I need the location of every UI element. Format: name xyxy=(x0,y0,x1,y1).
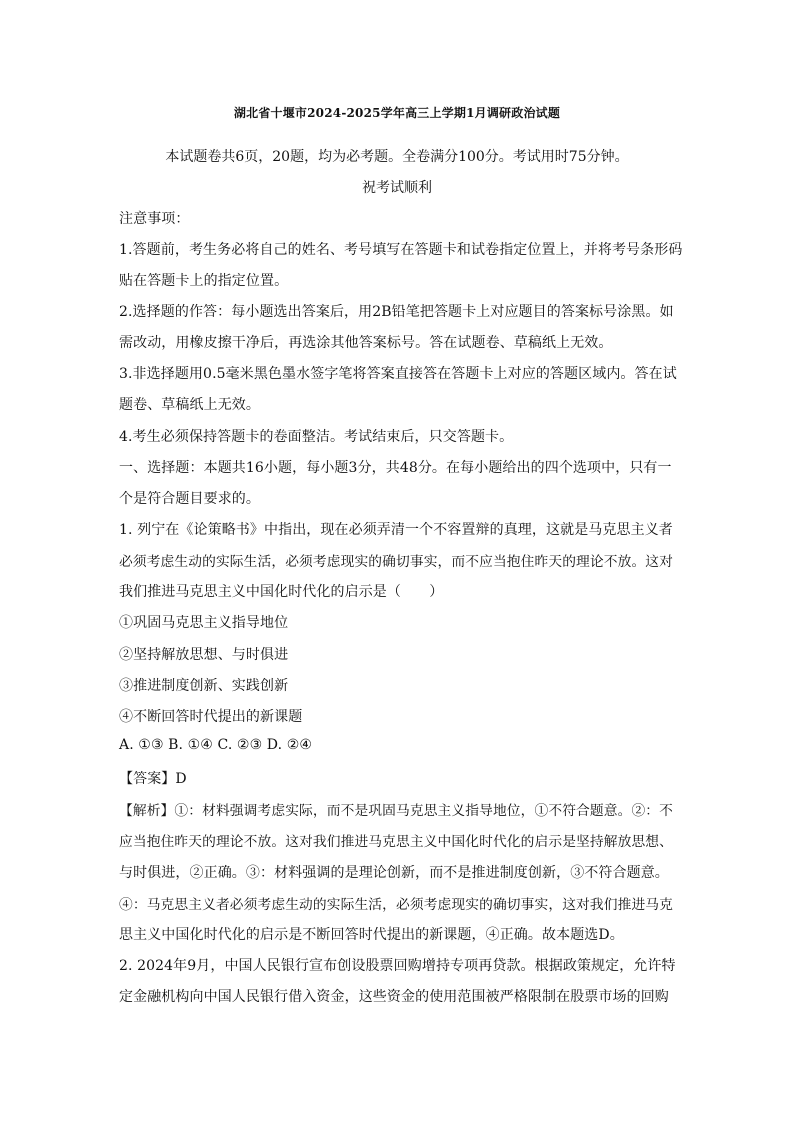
question-1-answer: 【答案】D xyxy=(119,771,187,787)
section-heading-line-2: 个是符合题目要求的。 xyxy=(119,491,260,507)
question-1-option-3: ③推进制度创新、实践创新 xyxy=(119,678,289,694)
question-1-option-2: ②坚持解放思想、与时俱进 xyxy=(119,647,289,663)
question-1-stem-line-1: 1. 列宁在《论策略书》中指出，现在必须弄清一个不容置辩的真理，这就是马克思主义者 xyxy=(119,522,673,538)
question-1-analysis-line-2: 应当抱住昨天的理论不放。这对我们推进马克思主义中国化时代化的启示是坚持解放思想、 xyxy=(119,834,674,850)
exam-intro: 本试题卷共6页，20题，均为必考题。全卷满分100分。考试用时75分钟。 xyxy=(165,149,629,165)
note-3-line-1: 3.非选择题用0.5毫米黑色墨水签字笔将答案直接答在答题卡上对应的答题区域内。答在试 xyxy=(119,366,677,382)
page-title: 湖北省十堰市2024-2025学年高三上学期1月调研政治试题 xyxy=(233,106,561,120)
question-2-stem-line-2: 定金融机构向中国人民银行借入资金，这些资金的使用范围被严格限制在股票市场的回购 xyxy=(119,989,669,1005)
question-1-option-1: ①巩固马克思主义指导地位 xyxy=(119,615,289,631)
question-2-stem-line-1: 2. 2024年9月，中国人民银行宣布创设股票回购增持专项再贷款。根据政策规定，允许特 xyxy=(119,958,676,974)
note-1-line-2: 贴在答题卡上的指定位置。 xyxy=(119,273,289,289)
note-1-line-1: 1.答题前，考生务必将自己的姓名、考号填写在答题卡和试卷指定位置上，并将考号条形码 xyxy=(119,242,683,258)
question-1-stem-line-2: 必须考虑生动的实际生活，必须考虑现实的确切事实，而不应当抱住昨天的理论不放。这对 xyxy=(119,554,674,570)
question-1-analysis-line-5: 思主义中国化时代化的启示是不断回答时代提出的新课题，④正确。故本题选D。 xyxy=(119,927,624,943)
good-luck-text: 祝考试顺利 xyxy=(362,180,432,196)
notes-heading: 注意事项： xyxy=(119,211,190,227)
note-2-line-2: 需改动，用橡皮擦干净后，再选涂其他答案标号。答在试题卷、草稿纸上无效。 xyxy=(119,335,613,351)
question-1-analysis-line-4: ④：马克思主义者必须考虑生动的实际生活，必须考虑现实的确切事实，这对我们推进马克 xyxy=(119,897,674,913)
question-1-analysis-line-1: 【解析】①：材料强调考虑实际，而不是巩固马克思主义指导地位，①不符合题意。②：不 xyxy=(119,803,674,819)
section-heading-line-1: 一、选择题：本题共16小题，每小题3分，共48分。在每小题给出的四个选项中，只有一 xyxy=(119,460,672,476)
question-1-analysis-line-3: 与时俱进，②正确。③：材料强调的是理论创新，而不是推进制度创新，③不符合题意。 xyxy=(119,865,669,881)
note-4: 4.考生必须保持答题卡的卷面整洁。考试结束后，只交答题卡。 xyxy=(119,429,514,445)
question-1-stem-line-3: 我们推进马克思主义中国化时代化的启示是（ ） xyxy=(119,584,444,600)
note-2-line-1: 2.选择题的作答：每小题选出答案后，用2B铅笔把答题卡上对应题目的答案标号涂黑。如 xyxy=(119,304,674,320)
question-1-choices: A. ①③ B. ①④ C. ②③ D. ②④ xyxy=(119,737,312,753)
note-3-line-2: 题卷、草稿纸上无效。 xyxy=(119,397,260,413)
question-1-option-4: ④不断回答时代提出的新课题 xyxy=(119,709,303,725)
